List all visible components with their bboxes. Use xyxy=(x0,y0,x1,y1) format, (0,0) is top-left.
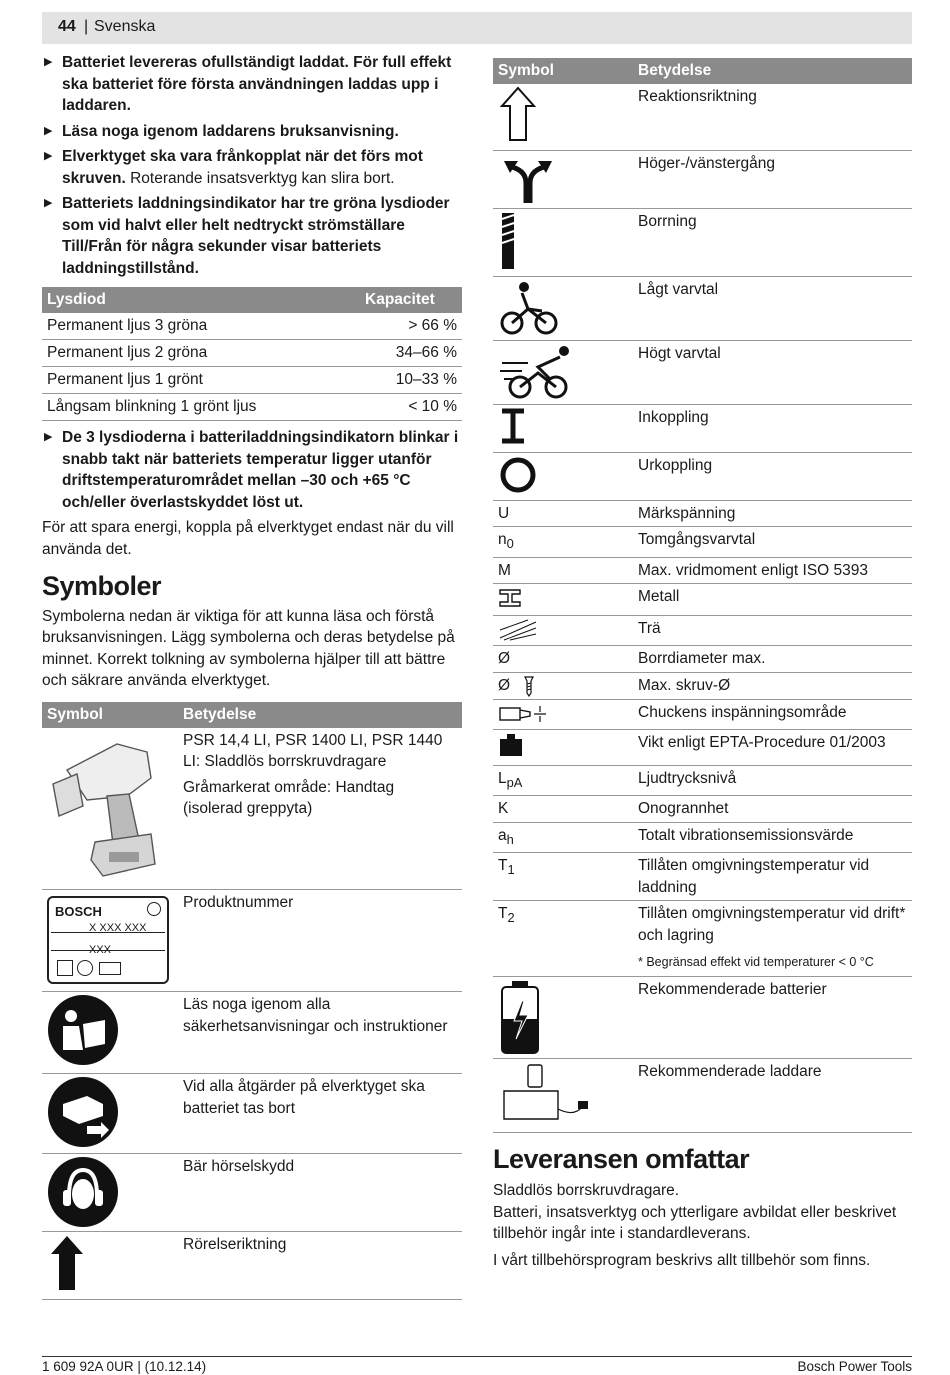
table-row: $T_1$ Tillåten omgivningstemperatur vid laddning xyxy=(493,853,912,901)
fast-cyclist-icon xyxy=(498,343,576,401)
symbol-description: Inkoppling xyxy=(633,404,912,452)
symbol-description: Urkoppling xyxy=(633,452,912,500)
read-manual-icon xyxy=(47,994,119,1066)
weight-icon xyxy=(498,732,524,758)
page-number: 44 xyxy=(58,18,76,35)
hearing-protection-icon xyxy=(47,1156,119,1228)
table-header: Lysdiod xyxy=(42,287,360,313)
table-row xyxy=(493,616,912,646)
table-row xyxy=(493,672,912,699)
symbol-description: Max. vridmoment enligt ISO 5393 xyxy=(633,557,912,584)
wood-icon xyxy=(498,618,538,642)
symbol-description: Max. skruv-Ø xyxy=(633,672,912,699)
symbol-label: T xyxy=(498,905,508,923)
left-symbol-table xyxy=(42,702,462,1301)
table-row xyxy=(42,728,462,890)
table-row: Permanent ljus 2 gröna 34–66 % xyxy=(42,340,462,367)
delivery-heading: Leveransen omfattar xyxy=(493,1143,750,1174)
symbol-label: M xyxy=(493,557,633,584)
remove-battery-icon xyxy=(47,1076,119,1148)
table-row xyxy=(493,557,912,584)
symbol-description: Gråmarkerat område: Handtag (isolerad greppyta) xyxy=(183,778,395,817)
symbol-description: Rekommenderade laddare xyxy=(633,1058,912,1132)
bullet-item: ▶ Batteriet levereras ofullständigt laddat. För full effekt ska batteriet före första användningen laddas upp i laddaren. xyxy=(42,52,462,117)
symbol-description: Lågt varvtal xyxy=(633,276,912,340)
symbol-label: Ø xyxy=(493,646,633,673)
footnote: * Begränsad effekt vid temperaturer < 0 °C xyxy=(638,955,874,970)
delivery-text: Batteri, insatsverktyg och ytterligare avbildat eller beskrivet tillbehör ingår inte i standardleverans. xyxy=(493,1203,897,1243)
header-separator: | xyxy=(84,18,89,35)
footer-document-code: 1 609 92A 0UR | (10.12.14) xyxy=(42,1359,207,1374)
symbol-label: K xyxy=(493,796,633,823)
table-header: Symbol xyxy=(493,58,633,84)
slow-cyclist-icon xyxy=(498,279,560,337)
table-header: Symbol xyxy=(42,702,178,728)
table-row xyxy=(493,340,912,404)
delivery-text: Sladdlös borrskruvdragare. xyxy=(493,1182,680,1200)
table-row xyxy=(42,1154,462,1232)
table-row xyxy=(493,276,912,340)
symbol-description: Metall xyxy=(633,584,912,616)
table-row: Permanent ljus 1 grönt 10–33 % xyxy=(42,367,462,394)
symbol-description: Totalt vibrationsemissionsvärde xyxy=(633,822,912,853)
bosch-logo-icon xyxy=(147,902,161,916)
symbols-heading: Symboler xyxy=(42,571,162,601)
fork-arrow-icon xyxy=(498,153,558,205)
table-row xyxy=(42,1232,462,1300)
table-row xyxy=(42,1074,462,1154)
symbol-description: Bär hörselskydd xyxy=(178,1154,462,1232)
right-symbol-table xyxy=(493,58,912,1133)
delivery-text: I vårt tillbehörsprogram beskrivs allt tillbehör som finns. xyxy=(493,1251,871,1269)
symbol-description: Märkspänning xyxy=(633,500,912,527)
footer-brand: Bosch Power Tools xyxy=(797,1359,912,1374)
symbol-description: Chuckens inspänningsområde xyxy=(633,699,912,729)
symbol-description: Vikt enligt EPTA-Procedure 01/2003 xyxy=(633,729,912,765)
symbol-description: Rekommenderade batterier xyxy=(633,976,912,1058)
symbol-label: a xyxy=(498,826,507,844)
symbol-label: U xyxy=(493,500,633,527)
table-row xyxy=(493,150,912,208)
symbol-description: Produktnummer xyxy=(178,890,462,992)
symbol-description: Reaktionsriktning xyxy=(633,84,912,150)
table-row xyxy=(493,404,912,452)
table-row: $L_{pA}$ Ljudtrycksnivå xyxy=(493,765,912,796)
off-icon xyxy=(498,455,538,495)
nameplate-serial: X XXX XXX XXX xyxy=(89,922,147,956)
table-header: Betydelse xyxy=(633,58,912,84)
screw-icon xyxy=(522,675,536,697)
symbol-description: Borrdiameter max. xyxy=(633,646,912,673)
nameplate xyxy=(47,896,169,984)
chuck-icon xyxy=(498,702,548,726)
symbol-description: PSR 14,4 LI, PSR 1400 LI, PSR 1440 LI: Sladdlös borrskruvdragare xyxy=(183,731,443,770)
led-table xyxy=(42,287,462,421)
table-row: Långsam blinkning 1 grönt ljus < 10 % xyxy=(42,394,462,421)
table-header-row xyxy=(42,702,462,728)
symbol-description: Tillåten omgivningstemperatur vid laddning xyxy=(633,853,912,901)
symbol-description: Högt varvtal xyxy=(633,340,912,404)
symbol-label: Ø xyxy=(498,676,511,694)
footer-rule xyxy=(42,1356,912,1357)
table-row xyxy=(493,84,912,150)
symbols-intro: Symbolerna nedan är viktiga för att kunna läsa och förstå bruksanvisningen. Lägg symbolerna och deras betydelse på minnet. Korrekt tolkning av symbolerna hjälper till att bättre och säkrare använda elverktyget. xyxy=(42,607,455,689)
table-row xyxy=(493,976,912,1058)
symbol-label: T xyxy=(498,857,508,875)
square-icon xyxy=(57,960,73,976)
table-row xyxy=(42,992,462,1074)
table-row xyxy=(493,208,912,276)
table-row xyxy=(493,699,912,729)
metal-icon xyxy=(498,586,524,610)
table-row: $T_2$ Tillåten omgivningstemperatur vid drift* och lagring * Begränsad effekt vid temperaturer < 0 °C xyxy=(493,901,912,977)
bullet-item: ▶ Läsa noga igenom laddarens bruksanvisning. xyxy=(42,121,462,143)
bullet-item: ▶ Batteriets laddningsindikator har tre gröna lysdioder som vid halvt eller helt nedtryckt strömställare Till/Från för några sekunder visar batteriets laddningstillstånd. xyxy=(42,193,462,279)
symbol-description: Trä xyxy=(633,616,912,646)
table-header-row xyxy=(493,58,912,84)
table-row: $n_0$ Tomgångsvarvtal xyxy=(493,527,912,558)
symbol-description: Läs noga igenom alla säkerhetsanvisningar och instruktioner xyxy=(178,992,462,1074)
symbol-description: Höger-/vänstergång xyxy=(633,150,912,208)
symbol-label: n xyxy=(498,531,507,548)
energy-text: För att spara energi, koppla på elverktyget endast när du vill använda det. xyxy=(42,519,454,558)
symbol-description: Onogrannhet xyxy=(633,796,912,823)
symbol-description: Vid alla åtgärder på elverktyget ska batteriet tas bort xyxy=(178,1074,462,1154)
table-row xyxy=(493,646,912,673)
page-header xyxy=(42,12,912,44)
table-row: $a_h$ Totalt vibrationsemissionsvärde xyxy=(493,822,912,853)
symbol-description: Ljudtrycksnivå xyxy=(633,765,912,796)
table-row xyxy=(493,452,912,500)
rectangle-icon xyxy=(99,962,121,975)
battery-icon xyxy=(498,979,542,1055)
table-row xyxy=(493,729,912,765)
table-row xyxy=(493,1058,912,1132)
table-header-row xyxy=(42,287,462,313)
reaction-arrow-icon xyxy=(498,86,538,142)
symbol-description: Tomgångsvarvtal xyxy=(633,527,912,558)
table-row xyxy=(493,500,912,527)
charger-icon xyxy=(498,1061,592,1125)
drill-bit-icon xyxy=(498,211,518,271)
symbol-description: Borrning xyxy=(633,208,912,276)
header-language: Svenska xyxy=(94,18,156,35)
nameplate-brand: BOSCH xyxy=(55,904,102,919)
table-row xyxy=(493,584,912,616)
movement-arrow-icon xyxy=(47,1234,87,1292)
drill-illustration xyxy=(42,728,178,890)
bullet-item: ▶ Elverktyget ska vara frånkopplat när det förs mot skruven. Roterande insatsverktyg kan slira bort. xyxy=(42,146,462,189)
circle-icon xyxy=(77,960,93,976)
bullet-item: ▶ De 3 lysdioderna i batteriladdningsindikatorn blinkar i snabb takt när batteriets temperatur ligger utanför driftstemperaturområdet mellan –30 och +65 °C och/eller överlastskyddet löst ut. xyxy=(42,427,462,513)
on-icon xyxy=(498,407,528,445)
table-row: Permanent ljus 3 gröna > 66 % xyxy=(42,313,462,340)
symbol-description: Rörelseriktning xyxy=(178,1232,462,1300)
table-row xyxy=(493,796,912,823)
symbol-label: L xyxy=(498,769,507,787)
symbol-description: Tillåten omgivningstemperatur vid drift* och lagring xyxy=(638,905,906,944)
table-header: Betydelse xyxy=(178,702,462,728)
right-column xyxy=(493,58,912,1271)
table-row xyxy=(42,890,462,992)
left-column xyxy=(42,52,462,1300)
table-header: Kapacitet xyxy=(360,287,462,313)
